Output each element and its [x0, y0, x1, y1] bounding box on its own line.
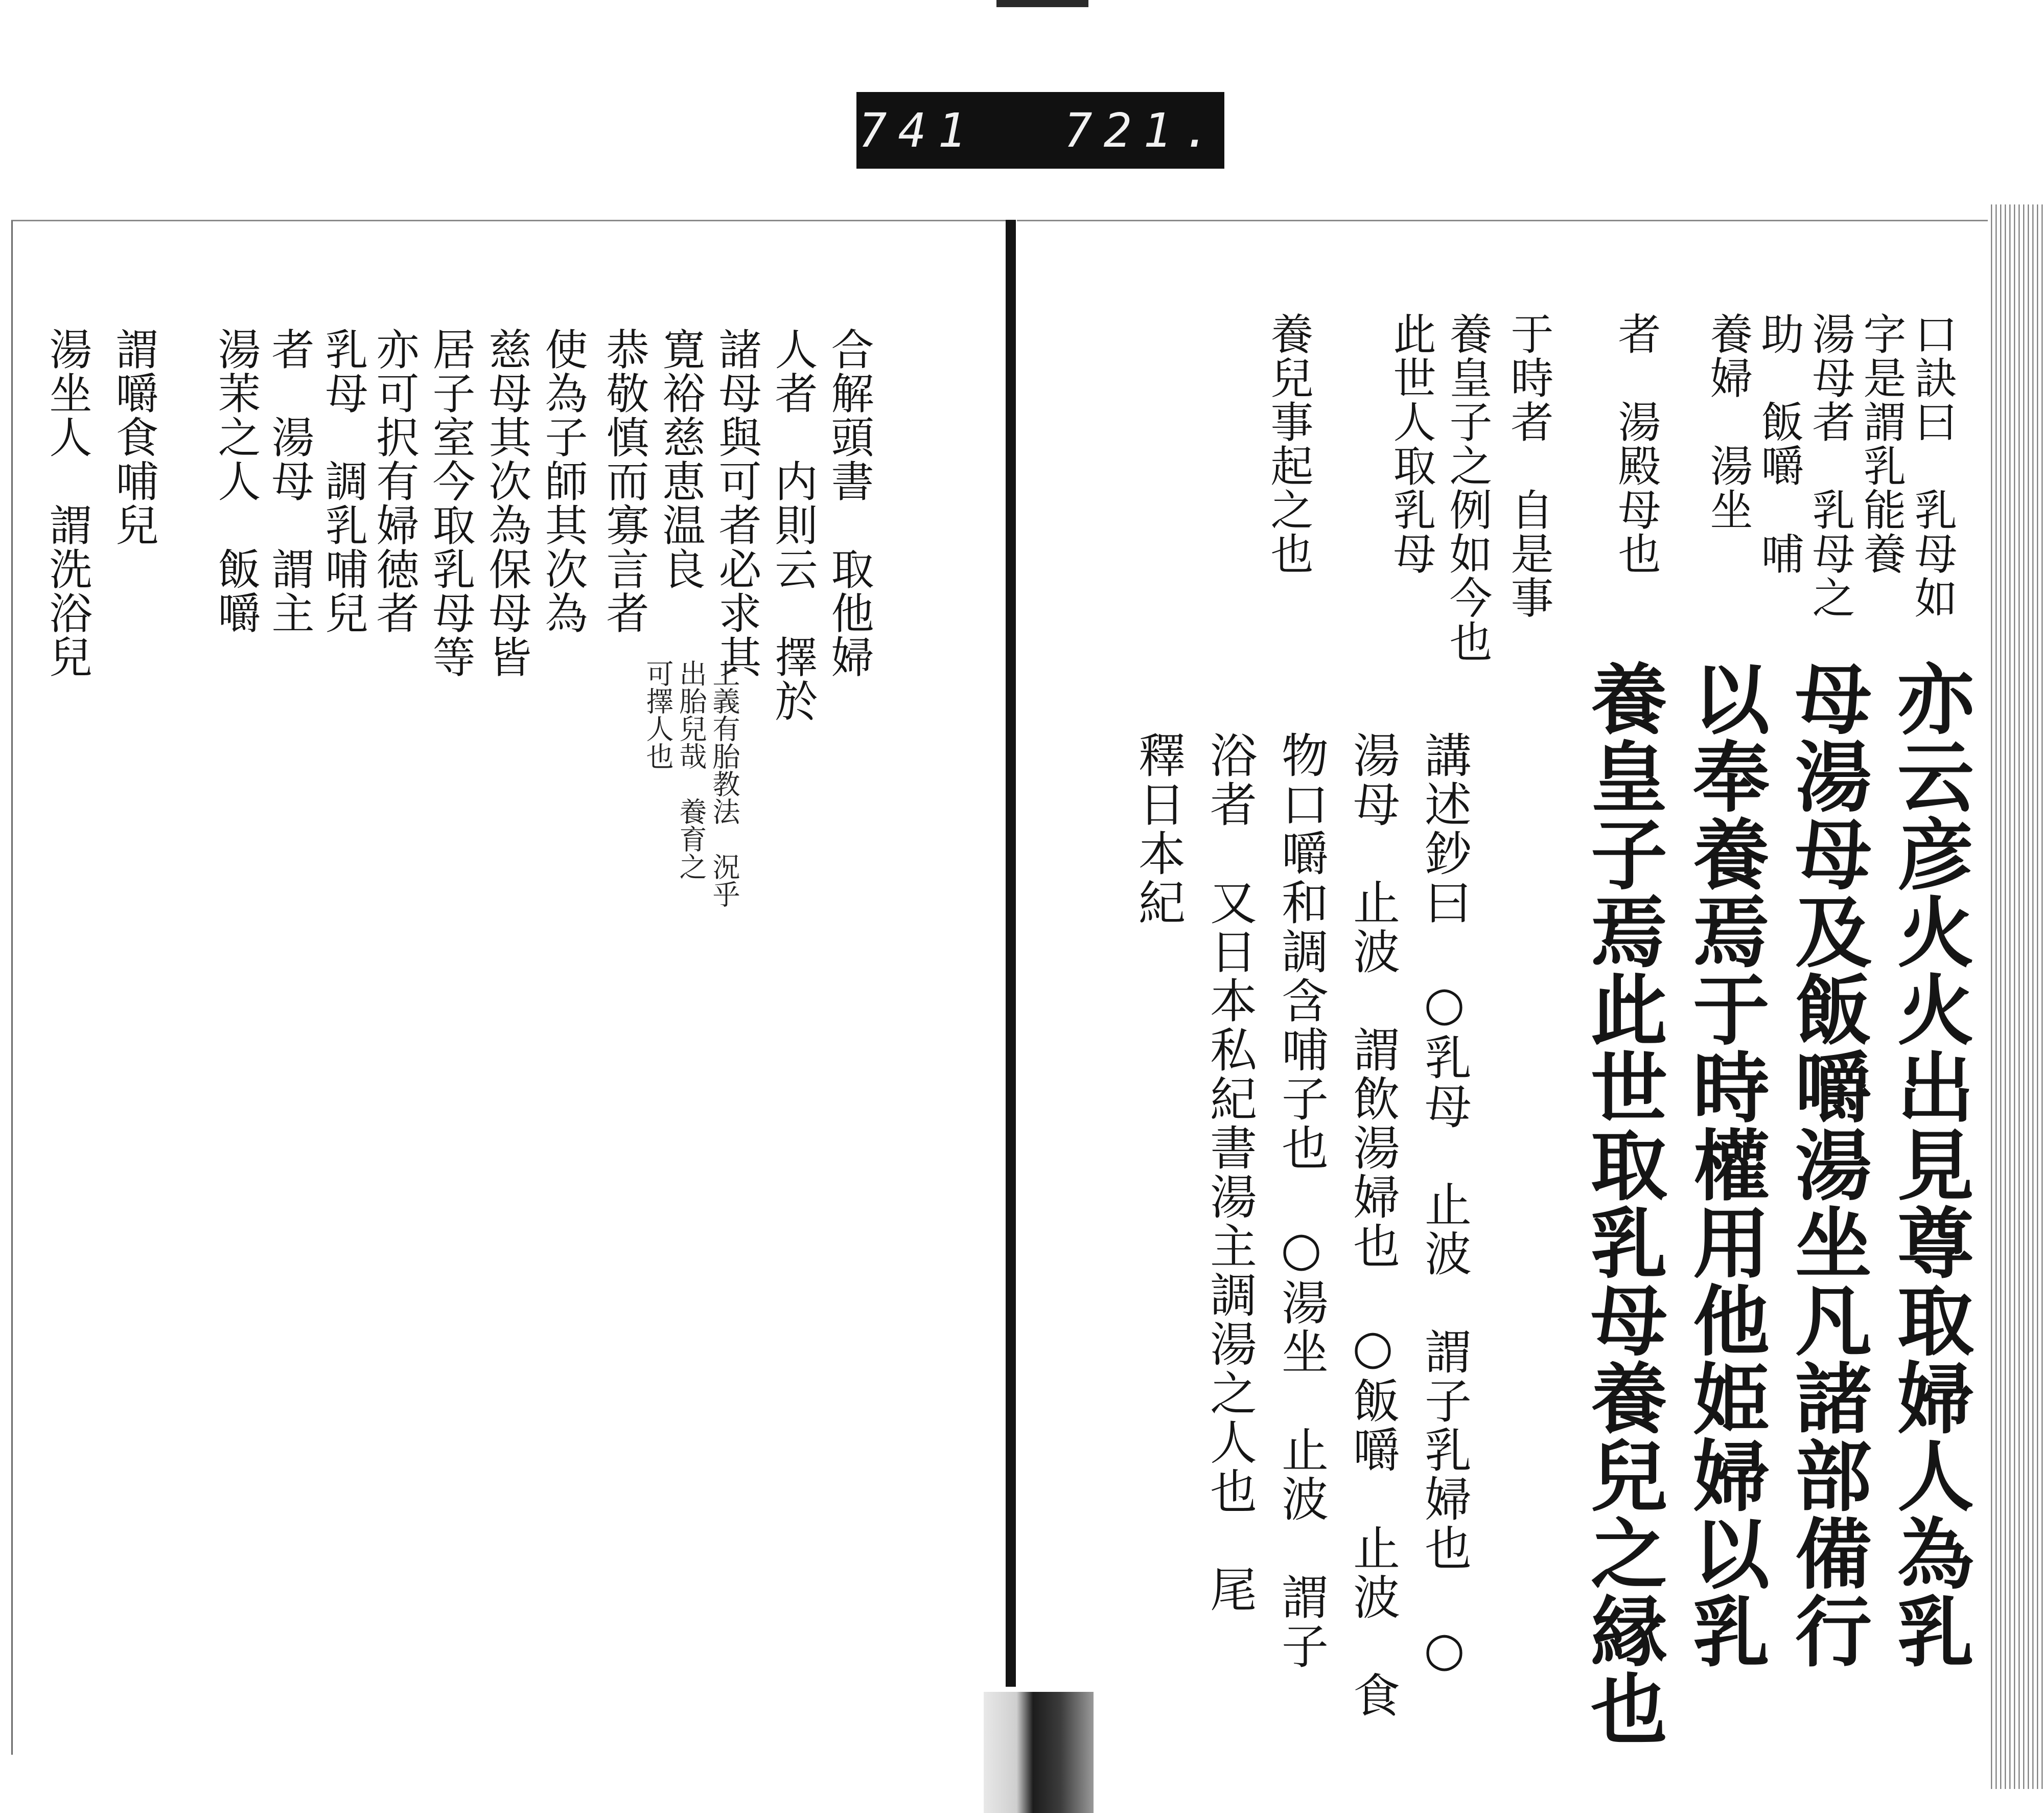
right-main-column-1: 亦云彦火火出見尊取婦人為乳: [1884, 659, 1974, 1669]
frame-number-label: [856, 92, 1224, 169]
right-upper-column-5: 養婦 湯坐: [1703, 312, 1753, 532]
left-column-4: 寛裕慈恵温良: [656, 327, 706, 591]
left-column-12: 湯茉之人 飯嚼: [211, 327, 261, 635]
right-lower-column-3: 物口嚼和調含哺子也 ○湯坐 止波 謂子: [1274, 731, 1329, 1671]
left-column-11: 者 湯母 謂主: [265, 327, 315, 635]
left-column-13: 謂嚼食哺兒: [109, 327, 159, 547]
right-upper-column-1: 口訣曰 乳母如: [1908, 312, 1958, 619]
right-main-column-3: 以奉養焉于時權用他姫婦以乳: [1680, 659, 1770, 1669]
left-column-14: 湯坐人 謂洗浴兒: [42, 327, 92, 679]
right-upper-column-4: 助 飯嚼 哺: [1754, 312, 1804, 576]
left-column-3: 諸母與可者必求其: [712, 327, 762, 679]
right-upper-column-9: 此世人取乳母: [1386, 312, 1436, 576]
left-column-9: 亦可択有婦徳者: [369, 327, 420, 635]
frame-number-right: 721.: [1064, 103, 1222, 158]
right-upper-column-3: 湯母者 乳母之: [1805, 312, 1855, 619]
right-lower-column-2: 湯母 止波 謂飲湯婦也 ○飯嚼 止波 食: [1345, 731, 1400, 1720]
left-note-3: 可擇人也: [642, 659, 674, 770]
right-lower-column-4: 浴者 又日本私紀書湯主調湯之人也 尾: [1202, 731, 1257, 1614]
left-column-10: 乳母 調乳哺兒: [318, 327, 368, 635]
top-clip: [996, 0, 1088, 7]
frame-number-left: 741: [858, 103, 978, 158]
left-column-1: 合解頭書 取他婦: [824, 327, 874, 679]
left-note-2: 出胎兒哉 養育之: [675, 659, 707, 880]
right-lower-column-1: 講述鈔曰 ○乳母 止波 謂子乳婦也 ○: [1417, 731, 1472, 1679]
right-upper-column-10: 養兒事起之也: [1264, 312, 1314, 576]
right-upper-column-6: 者 湯殿母也: [1611, 312, 1661, 576]
left-column-8: 居子室今取乳母等: [426, 327, 476, 679]
right-upper-column-2: 字是謂乳能養: [1856, 312, 1907, 576]
left-column-6: 使為子師其次為: [538, 327, 588, 635]
left-column-5: 恭敬慎而寡言者: [599, 327, 649, 635]
left-column-7: 慈母其次為保母皆: [482, 327, 532, 679]
left-column-2: 人者 内則云 擇於: [768, 327, 818, 723]
right-upper-column-8: 養皇子之例如今也: [1443, 312, 1493, 663]
right-upper-column-7: 于時者 自是事: [1504, 312, 1554, 619]
right-main-column-4: 養皇子焉此世取乳母養兒之縁也: [1577, 659, 1667, 1747]
right-lower-column-5: 釋日本紀: [1131, 731, 1186, 927]
book-gutter: [1006, 220, 1016, 1687]
left-note-1: 上義有胎教法 況乎: [708, 659, 740, 908]
bottom-clip: [984, 1692, 1094, 1813]
page-edges: [1988, 204, 2044, 1789]
right-main-column-2: 母湯母及飯嚼湯坐凡諸部備行: [1782, 659, 1872, 1669]
